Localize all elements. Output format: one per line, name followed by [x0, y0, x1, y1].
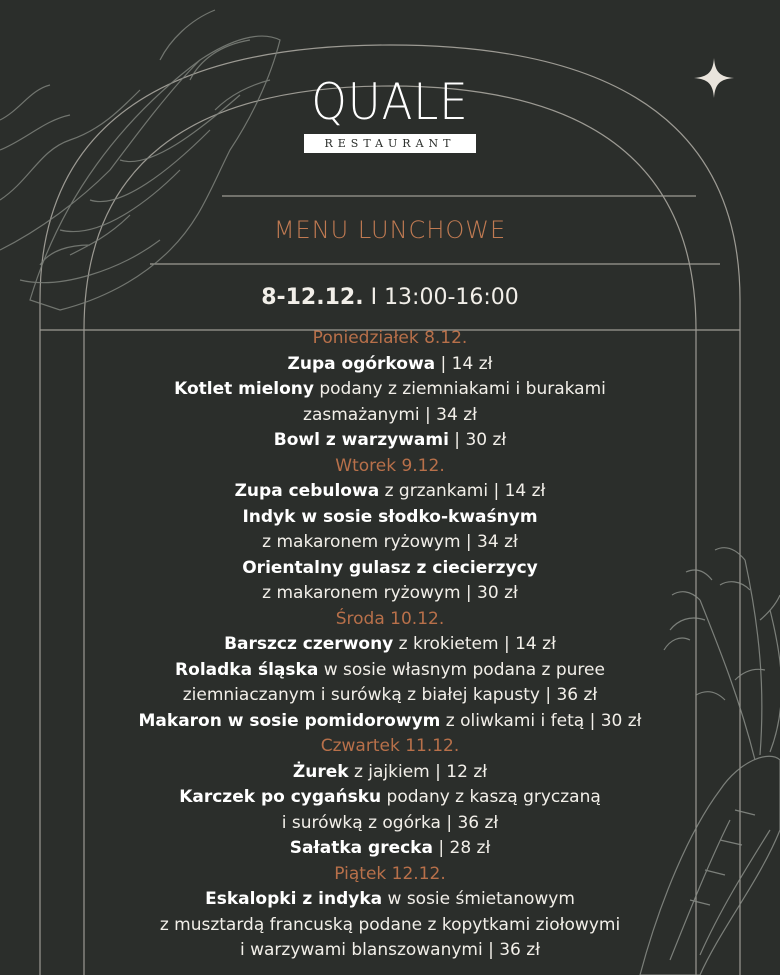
menu-item-line	[0, 403, 780, 429]
dish-name: Zupa ogórkowa	[287, 353, 436, 374]
dish-description: i surówką z ogórka | 36 zł	[281, 812, 499, 833]
dish-description: z krokietem | 14 zł	[393, 634, 556, 654]
dish-name: Orientalny gulasz z ciecierzycy	[242, 557, 538, 578]
dish-description: w sosie własnym podana z puree	[318, 659, 605, 680]
dish-name: Żurek	[292, 761, 349, 782]
dish-description: ziemniaczanym i surówką z białej kapusty | 36 zł	[182, 685, 598, 705]
dish-description: podany z ziemniakami i burakami	[313, 379, 606, 399]
date-range-hours: 13:00-16:00	[384, 285, 519, 310]
day-heading: Wtorek 9.12.	[335, 455, 445, 476]
dish-name: Eskalopki z indyka	[205, 889, 383, 909]
menu-item-line	[0, 938, 780, 964]
dish-description: w sosie śmietanowym	[382, 889, 575, 909]
day-heading: Środa 10.12.	[335, 608, 445, 629]
menu-item-line	[0, 658, 780, 684]
dish-name: Roladka śląska	[175, 659, 319, 680]
dish-name: Sałatka grecka	[289, 838, 433, 858]
menu-item-line	[0, 632, 780, 658]
menu-item-line	[0, 530, 780, 556]
dish-name: Indyk w sosie słodko-kwaśnym	[242, 506, 538, 527]
day-heading: Czwartek 11.12.	[320, 736, 460, 756]
menu-item-line	[0, 479, 780, 505]
menu-item-line	[0, 913, 780, 939]
dish-name: Bowl z warzywami	[273, 430, 449, 450]
menu-item-line	[0, 556, 780, 582]
menu-item-line	[0, 377, 780, 403]
restaurant-logo	[0, 74, 780, 153]
menu-list	[0, 326, 780, 964]
logo-name: QUALE	[311, 73, 469, 131]
menu-item-line	[0, 836, 780, 862]
menu-item-line	[0, 785, 780, 811]
dish-description: z oliwkami i fetą | 30 zł	[440, 710, 642, 731]
dish-name: Barszcz czerwony	[224, 634, 394, 654]
dish-description: z musztardą francuską podane z kopytkami ziołowymi	[159, 914, 621, 935]
dish-name: Zupa cebulowa	[234, 481, 380, 501]
date-range	[0, 285, 780, 310]
dish-name: Karczek po cygańsku	[179, 787, 382, 807]
dish-name: Makaron w sosie pomidorowym	[138, 710, 441, 731]
dish-description: i warzywami blanszowanymi | 36 zł	[239, 940, 541, 960]
menu-item-line	[0, 709, 780, 735]
menu-item-line	[0, 811, 780, 837]
date-range-dates: 8-12.12.	[261, 285, 364, 310]
date-range-separator: I	[363, 285, 385, 310]
menu-item-line	[0, 760, 780, 786]
day-heading: Poniedziałek 8.12.	[312, 328, 468, 348]
dish-description: z makaronem ryżowym | 34 zł	[262, 532, 518, 552]
dish-description: | 14 zł	[435, 353, 493, 374]
kale-leaf-illustration	[0, 10, 280, 310]
menu-item-line	[0, 683, 780, 709]
dish-description: | 28 zł	[432, 838, 491, 858]
menu-item-line	[0, 887, 780, 913]
dish-description: z jajkiem | 12 zł	[348, 761, 488, 782]
menu-item-line	[0, 428, 780, 454]
dish-description: z grzankami | 14 zł	[379, 481, 546, 501]
menu-item-line	[0, 352, 780, 378]
dish-description: z makaronem ryżowym | 30 zł	[262, 583, 518, 603]
menu-item-line	[0, 581, 780, 607]
dish-name: Kotlet mielony	[174, 379, 314, 399]
day-heading: Piątek 12.12.	[334, 863, 446, 884]
menu-title: MENU LUNCHOWE	[273, 216, 507, 244]
logo-tagline: RESTAURANT	[304, 134, 476, 153]
dish-description: | 30 zł	[448, 430, 507, 450]
dish-description: podany z kaszą gryczaną	[381, 787, 601, 807]
dish-description: zasmażanymi | 34 zł	[303, 404, 477, 425]
menu-item-line	[0, 505, 780, 531]
